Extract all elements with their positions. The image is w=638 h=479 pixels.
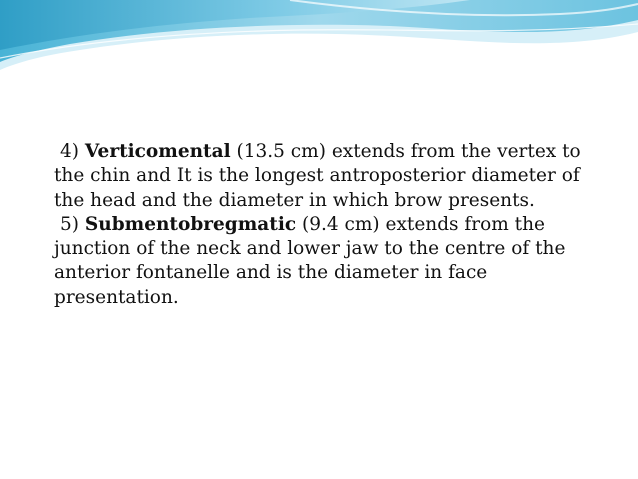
decorative-wave-header xyxy=(0,0,638,80)
term-submentobregmatic: Submentobregmatic xyxy=(84,213,297,235)
paragraph-text: extends from the vertex to the chin and It is the longest antroposterior diameter of the head and the diameter in which brow presents. xyxy=(54,141,581,211)
measurement: (9.4 cm) xyxy=(302,213,380,235)
item-number: 4) xyxy=(60,141,79,162)
slide-body xyxy=(54,140,614,310)
measurement: (13.5 cm) xyxy=(236,141,326,162)
item-number: 5) xyxy=(60,213,79,235)
term-verticomental: Verticomental xyxy=(84,141,231,162)
paragraph-submentobregmatic xyxy=(54,213,614,310)
paragraph-text: extends from the junction of the neck and lower jaw to the centre of the anterior fontanelle and is the diameter in face presentation. xyxy=(54,213,566,308)
paragraph-verticomental xyxy=(54,140,614,213)
